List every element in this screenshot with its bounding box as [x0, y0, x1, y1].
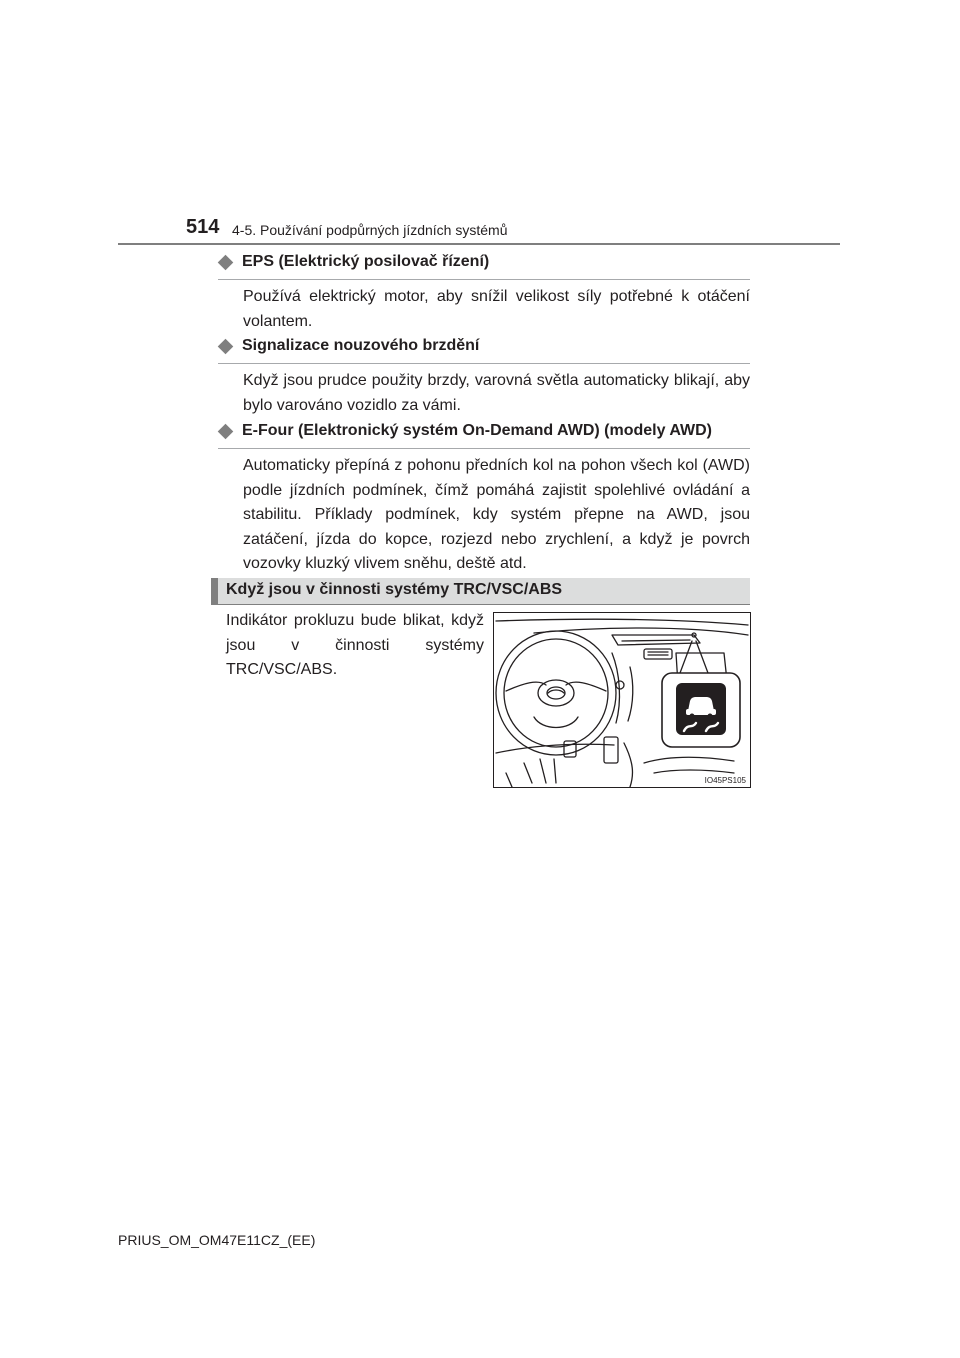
slip-indicator-icon	[676, 683, 726, 735]
sub-heading-e-four	[218, 422, 750, 449]
diamond-bullet-icon	[218, 339, 234, 355]
figure-code: IO45PS105	[704, 776, 746, 785]
running-header: 4-5. Používání podpůrných jízdních systémů	[232, 222, 508, 238]
page-number: 514	[186, 216, 220, 238]
sub-heading-text: E-Four (Elektronický systém On-Demand AWD) (modely AWD)	[242, 422, 712, 439]
dashboard-illustration	[493, 612, 751, 788]
footer-code: PRIUS_OM_OM47E11CZ_(EE)	[118, 1232, 316, 1248]
diamond-bullet-icon	[218, 424, 234, 440]
indicator-paragraph: Indikátor prokluzu bude blikat, když jsou v činnosti systémy TRC/VSC/ABS.	[226, 612, 484, 678]
paragraph-emergency-brake: Když jsou prudce použity brzdy, varovná světla automaticky blikají, aby bylo varováno vozidlo za vámi.	[243, 372, 750, 414]
sub-heading-text: Signalizace nouzového brzdění	[242, 337, 480, 354]
paragraph-eps: Používá elektrický motor, aby snížil velikost síly potřebné k otáčení volantem.	[243, 288, 750, 330]
sub-heading-text: EPS (Elektrický posilovač řízení)	[242, 253, 490, 270]
banner-title: Když jsou v činnosti systémy TRC/VSC/ABS	[226, 581, 563, 598]
sub-heading-eps	[218, 253, 750, 280]
dashboard-drawing	[494, 613, 750, 787]
diamond-bullet-icon	[218, 255, 234, 271]
section-banner	[211, 578, 750, 605]
header-rule	[118, 243, 840, 245]
paragraph-e-four: Automaticky přepíná z pohonu předních kol na pohon všech kol (AWD) podle jízdních podmínek, čímž pomáhá zajistit spolehlivé ovládání a stabilitu. Příklady podmínek, kdy systém přepne na AWD, jsou zatáčení, jízda do kopce, rozjezd nebo zrychlení, a když je povrch vozovky kluzký vlivem sněhu, deště atd.	[243, 457, 750, 572]
sub-heading-emergency-brake	[218, 337, 750, 364]
banner-bar	[211, 578, 218, 604]
